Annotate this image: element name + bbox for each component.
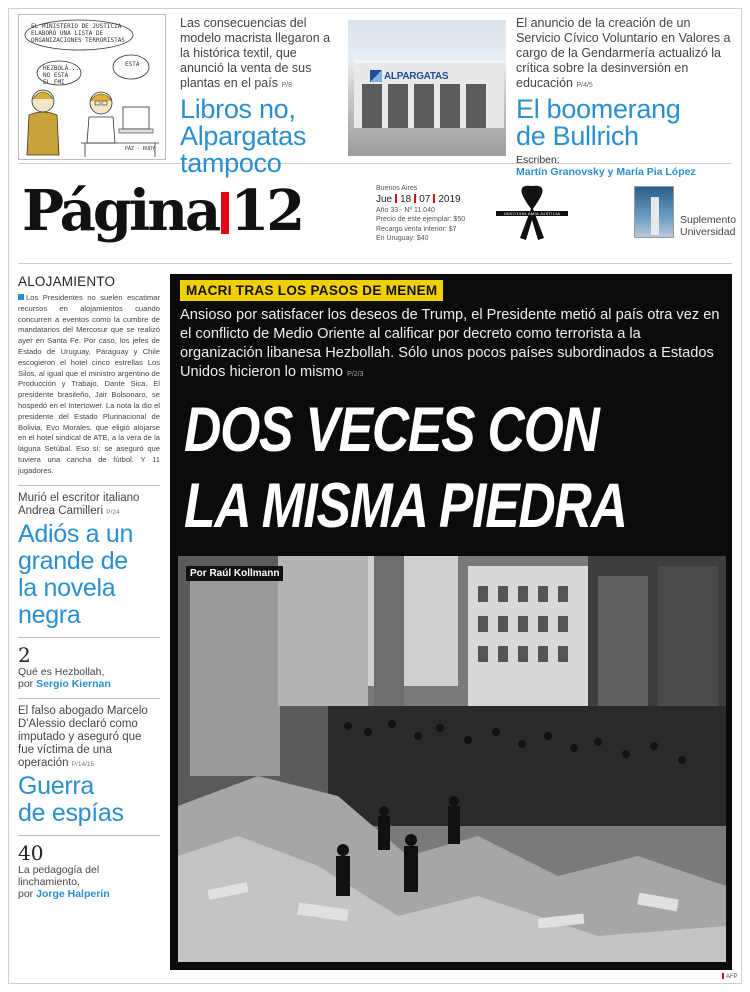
linchamiento-text: La pedagogía del linchamiento, [18,863,100,888]
edition-city: Buenos Aires [376,185,418,192]
top-right-headline-line2: de Bullrich [516,121,639,151]
edition-price: Precio de este ejemplar: $50 [376,216,466,223]
camilleri-lead [18,492,160,519]
divider [18,698,160,699]
hezbollah-teaser [18,666,160,690]
factory-door [362,84,382,128]
alpargatas-sign: ALPARGATAS [384,71,449,82]
main-photo[interactable] [178,556,726,962]
top-right-lead-text: El anuncio de la creación de un Servicio Cívico Voluntario en Valores a cargo de la Gendarmería actualizó la crítica sobre la desinversión en educación [516,16,731,90]
top-strip [18,12,732,178]
camilleri-lead-text: Murió el escritor italiano Andrea Camilleri [18,491,140,517]
main-headline-line1: DOS VECES CON [184,395,599,465]
divider [18,637,160,638]
logo-word: Página [22,178,219,244]
logo-number: 12 [230,178,303,244]
main-deck-page: P/2/3 [347,371,364,378]
hezbollah-explainer[interactable] [18,644,160,690]
camilleri-story[interactable] [18,492,160,629]
date-day: Jue [376,193,393,205]
camilleri-page: P/24 [106,508,120,516]
linchamiento-teaser-text [18,864,160,900]
dalessio-headline-line2: de espías [18,798,124,827]
edition-info [376,184,465,244]
monument-icon [651,197,659,235]
factory-door [440,84,460,128]
edition-issue: Año 33 - Nº 11.040 [376,206,435,214]
newspaper-logo[interactable] [22,178,302,244]
cartoon-signature: PAZ - RUDY [125,146,156,152]
top-left-headline-line3: tampoco [180,148,282,178]
credit-mark [722,973,724,979]
main-byline: Por Raúl Kollmann [186,566,283,581]
cartoon-bubble-3: ESTÁ [125,61,140,68]
supplement-line1: Suplemento [680,214,737,226]
top-left-lead-text: Las consecuencias del modelo macrista llegaron a la histórica textil, que anunció la venta de sus plantas en el país [180,16,331,90]
bullet-square-icon [18,294,24,300]
top-left-headline-line2: Alpargatas [180,121,307,151]
alojamiento-title: ALOJAMIENTO [18,274,116,289]
alojamiento-text: Los Presidentes no suelen escatimar recursos en alojamientos cuando concurren a eventos como la cumbre de mandatarios del Mercosur que se realizó ayer en Santa Fe. Por caso, los jefes de Estado de Uruguay, Paraguay y Chile escogieron el hotel cinco estrellas Los Silos, al igual que el ministro argentino de Producción y Trabajo, Dante Sica. El presidente brasileño, Jair Bolsonaro, se hospedó en el Intertower. La nota la dio el presidente del Estado Plurinacional de Bolivia, Evo Morales, que eligió alojarse en el hotel sindical de ATE, a la vera de la laguna Setúbal. Eso sí: se aseguró que tuviera una cancha de fútbol. Y 11 jugadores. [18,293,160,475]
top-right-byline-names[interactable]: Martín Granovsky y María Pia López [516,166,696,178]
date-dd: 18 [400,193,412,205]
cartoon-bubble-1: EL MINISTERIO DE JUSTICIA ELABORÓ UNA LISTA DE ORGANIZACIONES TERRORISTAS [31,23,125,44]
photo-credit-text: AFP [726,974,738,980]
dalessio-headline-line1: Guerra [18,771,95,800]
divider [18,485,160,486]
linchamiento-by-pre: por [18,887,34,900]
supplement-label[interactable] [680,214,736,238]
top-right-page: P/4/5 [576,82,593,89]
alojamiento-body [18,293,160,477]
linchamiento-teaser[interactable] [18,842,160,900]
cartoon-panel [18,14,166,160]
main-headline [184,392,627,544]
date-sep [433,194,435,203]
dalessio-lead [18,705,160,771]
factory-door [414,84,434,128]
edition-surcharge: Recargo venta interior: $7 [376,225,457,233]
date-sep [395,194,397,203]
dalessio-headline [18,773,160,827]
alpargatas-photo [348,20,506,156]
top-left-headline-line1: Libros no, [180,94,296,124]
linchamiento-author: Jorge Halperín [36,887,110,900]
camilleri-headline-line3: la novela [18,573,116,602]
dalessio-lead-text: El falso abogado Marcelo D'Alessio declaró como imputado y aseguró que fue víctima de una operación [18,704,148,769]
top-right-lead [516,16,732,93]
camilleri-headline-line1: Adiós a un [18,519,134,548]
main-deck-text: Ansioso por satisfacer los deseos de Trump, el Presidente metió al país otra vez en el conflicto de Medio Oriente al calificar por decreto como terrorista a la organización libanesa Hezbollah. Sólo unos pocos países subordinados a Estados Unidos hicieron lo mismo [180,307,720,380]
logo-red-bar [221,192,229,234]
top-left-lead [180,16,342,93]
dalessio-story[interactable] [18,705,160,827]
hezbollah-teaser-text: Qué es Hezbollah, [18,665,105,678]
date-sep [414,194,416,203]
edition-uruguay: En Uruguay: $40 [376,235,429,242]
top-left-headline [180,96,342,177]
main-story[interactable] [170,274,732,970]
camilleri-headline-line4: negra [18,600,81,629]
linchamiento-page-number: 40 [18,840,44,865]
main-deck [180,306,720,384]
supplement-cover[interactable] [634,186,674,238]
top-right-byline-label: Escriben: [516,154,560,166]
main-kicker: MACRI TRAS LOS PASOS DE MENEM [180,280,443,301]
main-headline-line2: LA MISMA PIEDRA [184,471,627,541]
ribbon-label: 18/07/1994 AMIA JUSTICIA [496,211,568,216]
mourning-ribbon [496,182,568,242]
dalessio-page: P/14/15 [71,760,95,768]
top-right-headline-line1: El boomerang [516,94,681,124]
date-mm: 07 [419,193,431,205]
top-right-story[interactable] [516,16,732,178]
top-right-headline [516,96,732,150]
alpargatas-logo-icon [370,70,382,82]
date-yyyy: 2019 [438,193,461,205]
cartoon-bubble-2: HEZBOLÁ... NO ESTÁ EL FMI [43,65,80,86]
factory-door [388,84,408,128]
supplement-line2: Universidad [680,226,736,238]
edition-date [376,194,465,206]
left-column [18,274,160,900]
camilleri-headline-line2: grande de [18,546,128,575]
top-left-page: P/8 [281,82,292,89]
hezbollah-page-number: 2 [18,642,31,667]
top-left-story[interactable] [180,16,342,177]
hezbollah-by-pre: por [18,677,34,690]
divider [18,835,160,836]
masthead [18,172,737,264]
photo-credit [722,973,738,980]
hezbollah-author: Sergio Kiernan [36,677,111,690]
rubble-scene [178,556,726,962]
camilleri-headline [18,521,160,629]
factory-door [466,84,486,128]
